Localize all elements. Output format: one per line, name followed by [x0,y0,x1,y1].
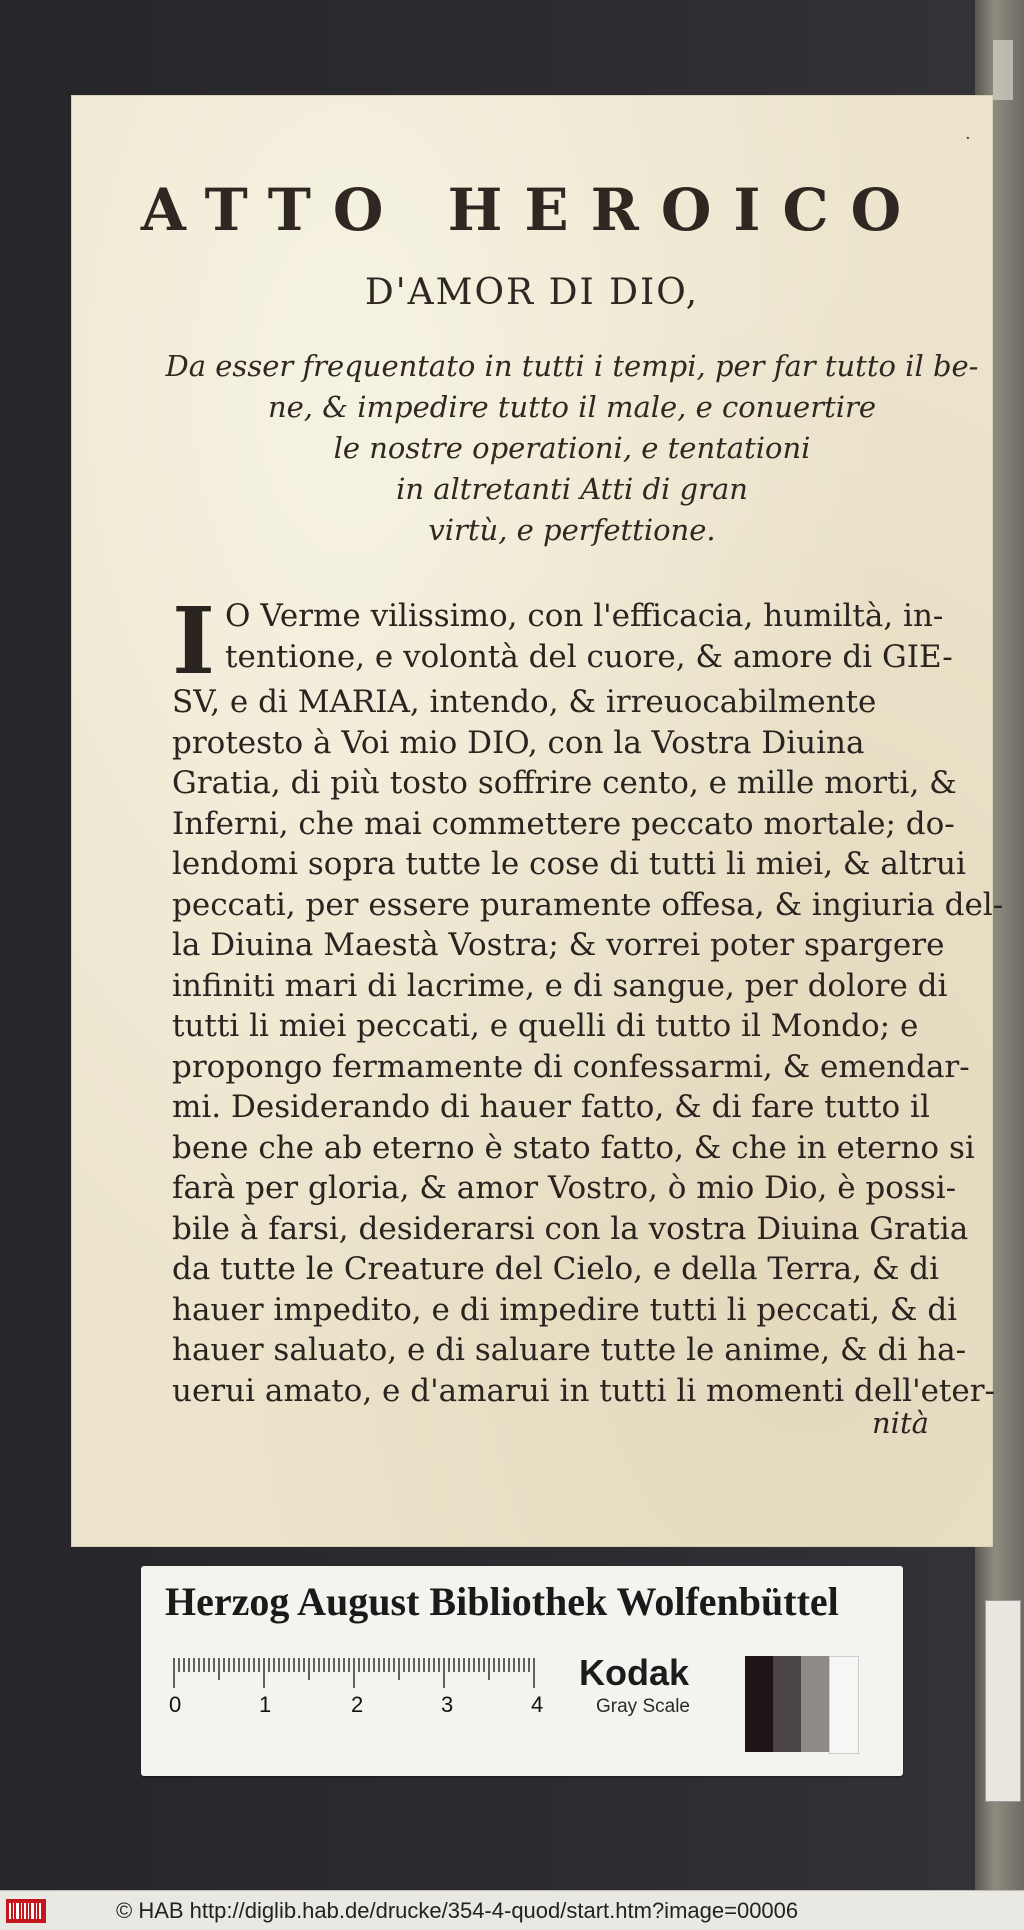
body-line: da tutte le Creature del Cielo, e della Terra, & di [172,1251,940,1287]
body-line: infiniti mari di lacrime, e di sangue, per dolore di [172,967,948,1004]
body-line: mi. Desiderando di hauer fatto, & di fare tutto il [172,1089,930,1125]
gray-scale-label: Gray Scale [596,1696,690,1717]
body-line: tentione, e volontà del cuore, & amore di GIE- [225,638,953,675]
kodak-logo: Kodak [579,1652,690,1693]
page-subtitle: D'AMOR DI DIO, [364,272,700,313]
body-line: tutti li miei peccati, e quelli di tutto il Mondo; e [172,1008,919,1044]
body-line: protesto à Voi mio DIO, con la Vostra Diuina [172,724,865,761]
ruler-number: 3 [441,1692,454,1714]
intro-line: Da esser frequentato in tutti i tempi, per far tutto il be- [165,349,979,383]
body-line: bene che ab eterno è stato fatto, & che in eterno si [172,1129,975,1166]
ruler-number: 4 [531,1692,544,1714]
body-line: hauer saluato, e di saluare tutte le anime, & di ha- [172,1332,967,1368]
edge-highlight [993,40,1013,100]
viewer-footer [0,1890,1024,1930]
intro-line: in altretanti Atti di gran [396,472,748,506]
gray-patch-white [829,1656,859,1754]
body-line: farà per gloria, & amor Vostro, ò mio Dio, è possi- [172,1170,957,1206]
intro-line: le nostre operationi, e tentationi [333,431,811,465]
body-line: peccati, per essere puramente offesa, & ingiuria del- [172,886,1004,923]
intro-line: ne, & impedire tutto il male, e conuertire [267,390,877,424]
body-paragraph [172,587,1004,1411]
body-line: uerui amato, e d'amarui in tutti li momenti dell'eter- [172,1372,996,1409]
footer-url-link[interactable]: © HAB http://diglib.hab.de/drucke/354-4-quod/start.htm?image=00006 [116,1898,799,1923]
color-target-card [141,1566,903,1776]
body-line: hauer impedito, e di impedire tutti li peccati, & di [172,1291,958,1328]
body-line: Gratia, di più tosto soffrire cento, e mille morti, & [172,765,957,801]
body-line: Inferni, che mai commettere peccato mortale; do- [172,805,955,842]
library-name: Herzog August Bibliothek Wolfenbüttel [165,1579,839,1624]
drop-cap: I [172,587,216,695]
body-line: O Verme vilissimo, con l'efficacia, humiltà, in- [225,598,944,634]
ruler-number: 0 [169,1692,182,1714]
body-line: propongo fermamente di confessarmi, & emendar- [172,1048,970,1085]
edge-card [985,1600,1021,1802]
ruler-number: 1 [259,1692,272,1714]
scale-ruler [169,1658,549,1714]
intro-paragraph [162,346,982,551]
catchword: nità [872,1406,929,1440]
gray-patch-dark [773,1656,801,1752]
body-line: SV, e di MARIA, intendo, & irreuocabilmente [172,684,877,720]
ruler-number: 2 [351,1692,364,1714]
hab-barcode-icon [6,1899,46,1923]
body-line: lendomi sopra tutte le cose di tutti li miei, & altrui [172,846,966,882]
corner-mark: · [965,128,971,149]
gray-patch-black [745,1656,773,1752]
document-page [72,96,1004,1546]
page-title: ATTO HEROICO [140,176,924,244]
body-line: bile à farsi, desiderarsi con la vostra Diuina Gratia [172,1210,969,1247]
intro-line: virtù, e perfettione. [428,513,716,547]
gray-patch-mid [801,1656,829,1752]
body-line: la Diuina Maestà Vostra; & vorrei poter spargere [172,927,945,963]
